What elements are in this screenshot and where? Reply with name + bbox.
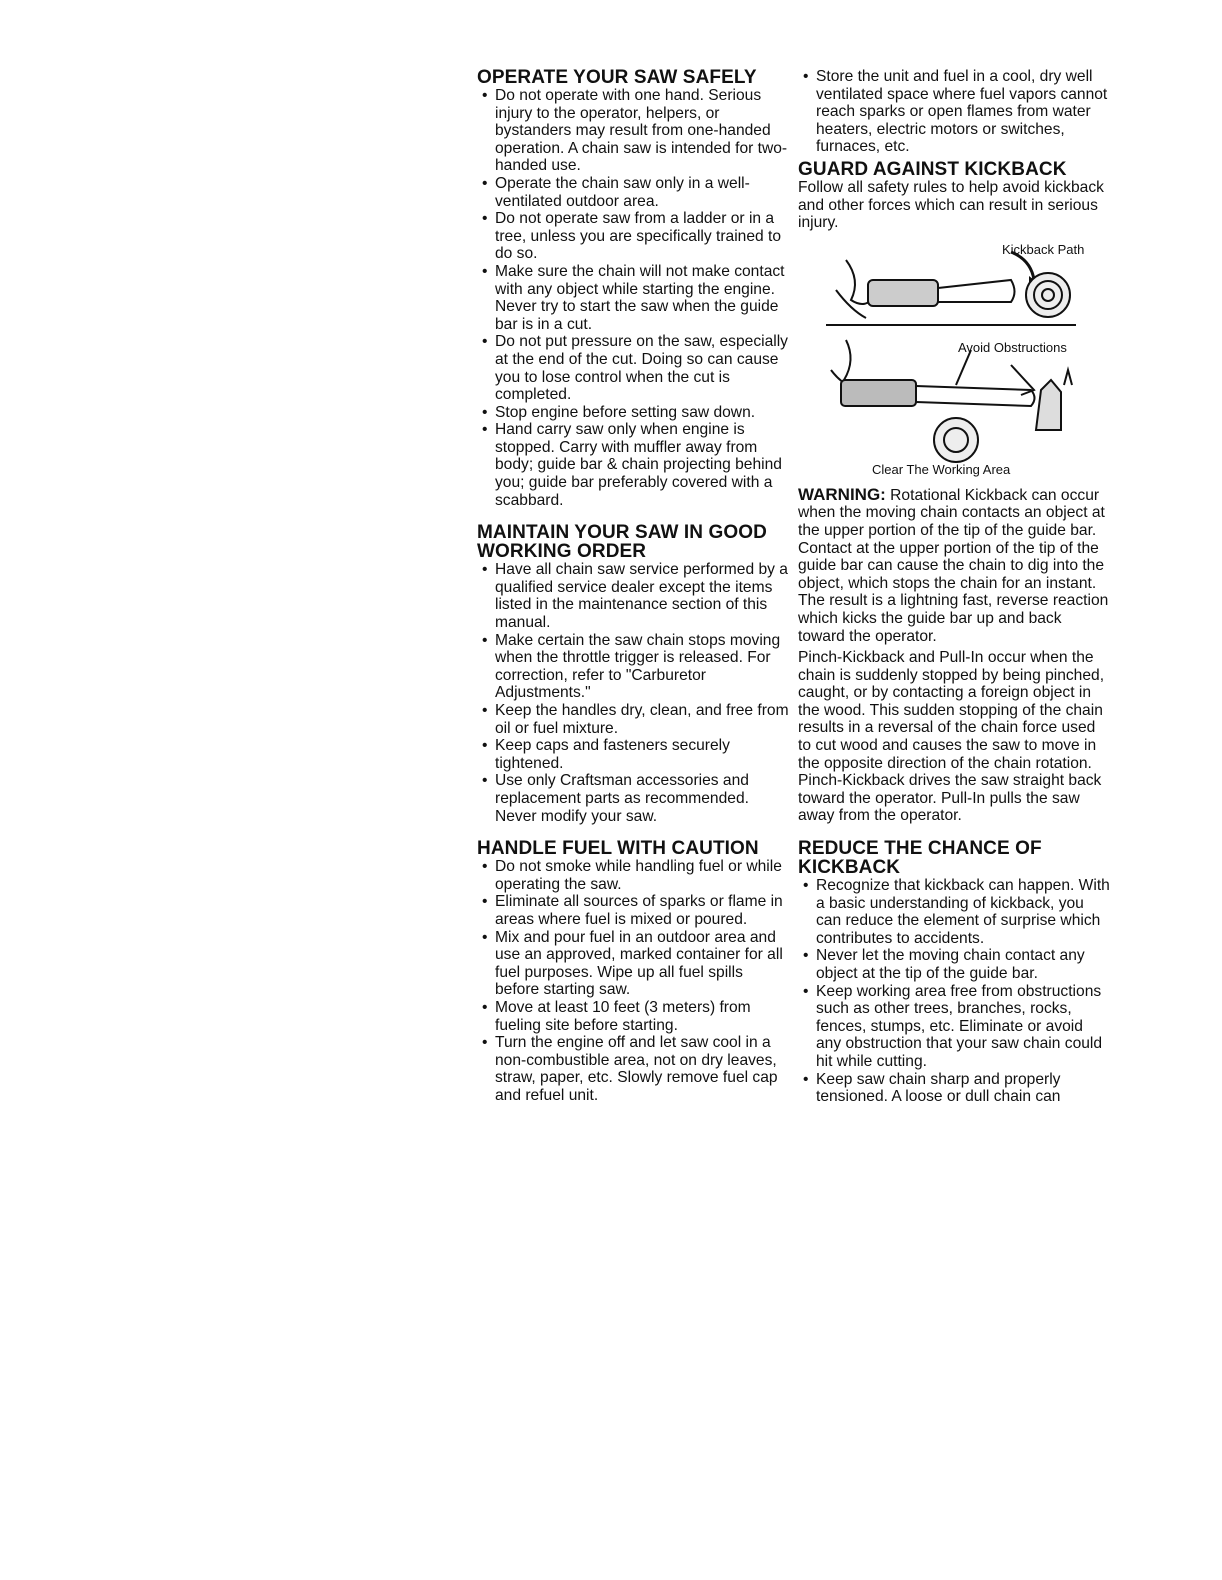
guard-kickback-intro: Follow all safety rules to help avoid kickback and other forces which can result in serious injury. xyxy=(798,178,1104,232)
right-column xyxy=(798,68,1110,1106)
bullet-item: • Have all chain saw service performed by a qualified service dealer except the items listed in the maintenance section of this manual. xyxy=(477,561,790,631)
heading-guard-kickback: GUARD AGAINST KICKBACK xyxy=(798,158,1067,180)
list-reduce-kickback xyxy=(798,877,1110,1106)
bullet-item: • Make sure the chain will not make contact with any object while starting the engine. Never try to start the saw when the guide bar is in a cut. xyxy=(477,263,790,333)
pinch-kickback-paragraph: Pinch-Kickback and Pull-In occur when the chain is suddenly stopped by being pinched, caught, or by contacting a foreign object in the wood. This sudden stopping of the chain results in a reversal of the chain force used to cut wood and causes the saw to move in the opposite direction of the chain rotation. Pinch-Kickback drives the saw straight back toward the operator. Pull-In pulls the saw away from the operator. xyxy=(798,649,1105,825)
bullet-item: • Turn the engine off and let saw cool in a non-combustible area, not on dry leaves, straw, paper, etc. Slowly remove fuel cap and refuel unit. xyxy=(477,1034,790,1104)
list-handle-fuel xyxy=(477,858,790,1104)
warning-label: WARNING: xyxy=(798,484,886,504)
list-operate-safely xyxy=(477,87,790,509)
bullet-item: • Keep the handles dry, clean, and free from oil or fuel mixture. xyxy=(477,702,790,737)
list-store-fuel xyxy=(798,68,1110,156)
bullet-item: • Keep working area free from obstructions such as other trees, branches, rocks, fences, stumps, etc. Eliminate or avoid any obstruction that your saw chain could hit while cutting. xyxy=(798,983,1110,1071)
bullet-item: • Recognize that kickback can happen. With a basic understanding of kickback, you can reduce the element of surprise which contributes to accidents. xyxy=(798,877,1110,947)
left-column xyxy=(477,68,790,1104)
bullet-item: • Do not operate with one hand. Serious injury to the operator, helpers, or bystanders may result from one-handed operation. A chain saw is intended for two-handed use. xyxy=(477,87,790,175)
heading-maintain-saw: MAINTAIN YOUR SAW IN GOOD WORKING ORDER xyxy=(477,522,767,563)
heading-operate-safely: OPERATE YOUR SAW SAFELY xyxy=(477,67,757,88)
bullet-item: • Keep caps and fasteners securely tightened. xyxy=(477,737,790,772)
bullet-item: • Operate the chain saw only in a well-ventilated outdoor area. xyxy=(477,175,790,210)
warning-text: Rotational Kickback can occur when the moving chain contacts an object at the upper portion of the tip of the guide bar. Contact at the upper portion of the tip of the guide bar can cause the chain to dig into the object, which stops the chain for an instant. The result is a lightning fast, reverse reaction which kicks the guide bar up and back toward the operator. xyxy=(798,486,1109,645)
bullet-item: • Do not put pressure on the saw, especially at the end of the cut. Doing so can cause you to lose control when the cut is completed. xyxy=(477,333,790,403)
label-clear-working-area: Clear The Working Area xyxy=(872,461,1011,477)
figure-divider xyxy=(826,324,1076,326)
label-kickback-path: Kickback Path xyxy=(1002,241,1085,257)
bullet-item: • Store the unit and fuel in a cool, dry well ventilated space where fuel vapors cannot reach sparks or open flames from water heaters, electric motors or switches, furnaces, etc. xyxy=(798,68,1110,156)
bullet-item: • Mix and pour fuel in an outdoor area and use an approved, marked container for all fuel purposes. Wipe up all fuel spills before starting saw. xyxy=(477,929,790,999)
heading-handle-fuel: HANDLE FUEL WITH CAUTION xyxy=(477,838,759,860)
chainsaw-kickback-drawing xyxy=(806,240,1106,480)
bullet-item: • Never let the moving chain contact any object at the tip of the guide bar. xyxy=(798,947,1110,982)
bullet-item: • Eliminate all sources of sparks or flame in areas where fuel is mixed or poured. xyxy=(477,893,790,928)
bullet-item: • Move at least 10 feet (3 meters) from fueling site before starting. xyxy=(477,999,790,1034)
warning-paragraph xyxy=(798,486,1110,645)
bullet-item: • Make certain the saw chain stops moving when the throttle trigger is released. For correction, refer to "Carburetor Adjustments." xyxy=(477,632,790,702)
bullet-item: • Do not smoke while handling fuel or while operating the saw. xyxy=(477,858,790,893)
heading-reduce-kickback: REDUCE THE CHANCE OF KICKBACK xyxy=(798,838,1042,879)
bullet-item: • Keep saw chain sharp and properly tensioned. A loose or dull chain can xyxy=(798,1071,1110,1106)
bullet-item: • Stop engine before setting saw down. xyxy=(477,404,790,422)
bullet-item: • Do not operate saw from a ladder or in a tree, unless you are specifically trained to do so. xyxy=(477,210,790,263)
bullet-item: • Hand carry saw only when engine is stopped. Carry with muffler away from body; guide bar & chain projecting behind you; guide bar preferably covered with a scabbard. xyxy=(477,421,790,509)
label-avoid-obstructions: Avoid Obstructions xyxy=(958,339,1067,355)
kickback-illustration xyxy=(806,240,1106,480)
list-maintain-saw xyxy=(477,561,790,825)
bullet-item: • Use only Craftsman accessories and replacement parts as recommended. Never modify your saw. xyxy=(477,772,790,825)
